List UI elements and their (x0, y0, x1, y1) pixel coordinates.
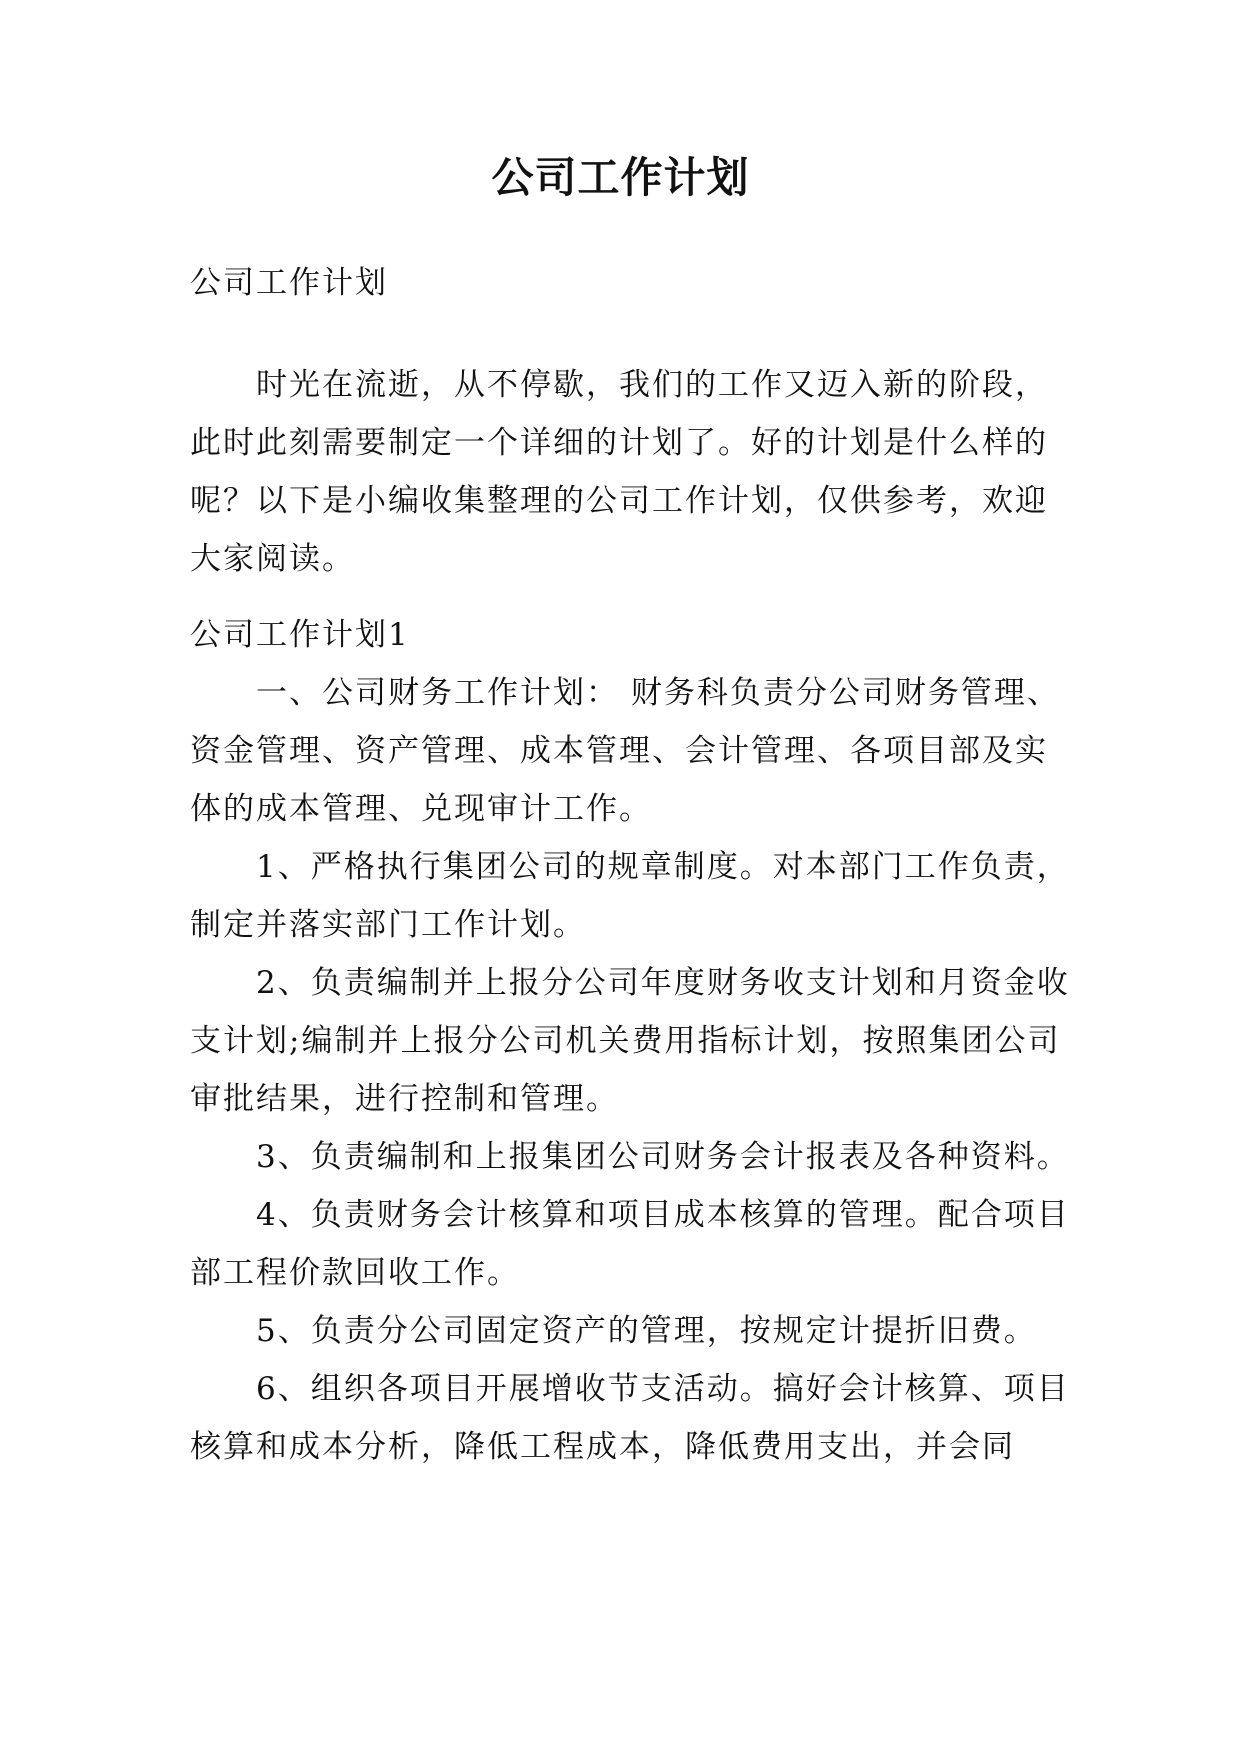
list-item: 6、组织各项目开展增收节支活动。搞好会计核算、项目核算和成本分析，降低工程成本，降低费用支出，并会同 (190, 1371, 1070, 1465)
list-item: 1、严格执行集团公司的规章制度。对本部门工作负责，制定并落实部门工作计划。 (190, 849, 1070, 943)
list-item: 5、负责分公司固定资产的管理，按规定计提折旧费。 (256, 1313, 1037, 1349)
intro-block (190, 356, 1070, 588)
section-item-heading: 一、公司财务工作计划： 财务科负责分公司财务管理、资金管理、资产管理、成本管理、会计管理、各项目部及实体的成本管理、兑现审计工作。 (190, 675, 1060, 827)
intro-paragraph: 时光在流逝，从不停歇，我们的工作又迈入新的阶段，此时此刻需要制定一个详细的计划了。好的计划是什么样的呢？以下是小编收集整理的公司工作计划，仅供参考，欢迎大家阅读。 (190, 367, 1048, 577)
document-subtitle-block (190, 254, 1070, 312)
list-item: 2、负责编制并上报分公司年度财务收支计划和月资金收支计划;编制并上报分公司机关费用指标计划，按照集团公司审批结果，进行控制和管理。 (190, 965, 1070, 1117)
list-item: 3、负责编制和上报集团公司财务会计报表及各种资料。 (256, 1139, 1070, 1175)
document-subtitle: 公司工作计划 (190, 265, 388, 301)
document-title: 公司工作计划 (491, 153, 750, 202)
section-heading: 公司工作计划1 (190, 617, 410, 653)
section-block (190, 606, 1070, 1476)
list-item: 4、负责财务会计核算和项目成本核算的管理。配合项目部工程价款回收工作。 (190, 1197, 1070, 1291)
